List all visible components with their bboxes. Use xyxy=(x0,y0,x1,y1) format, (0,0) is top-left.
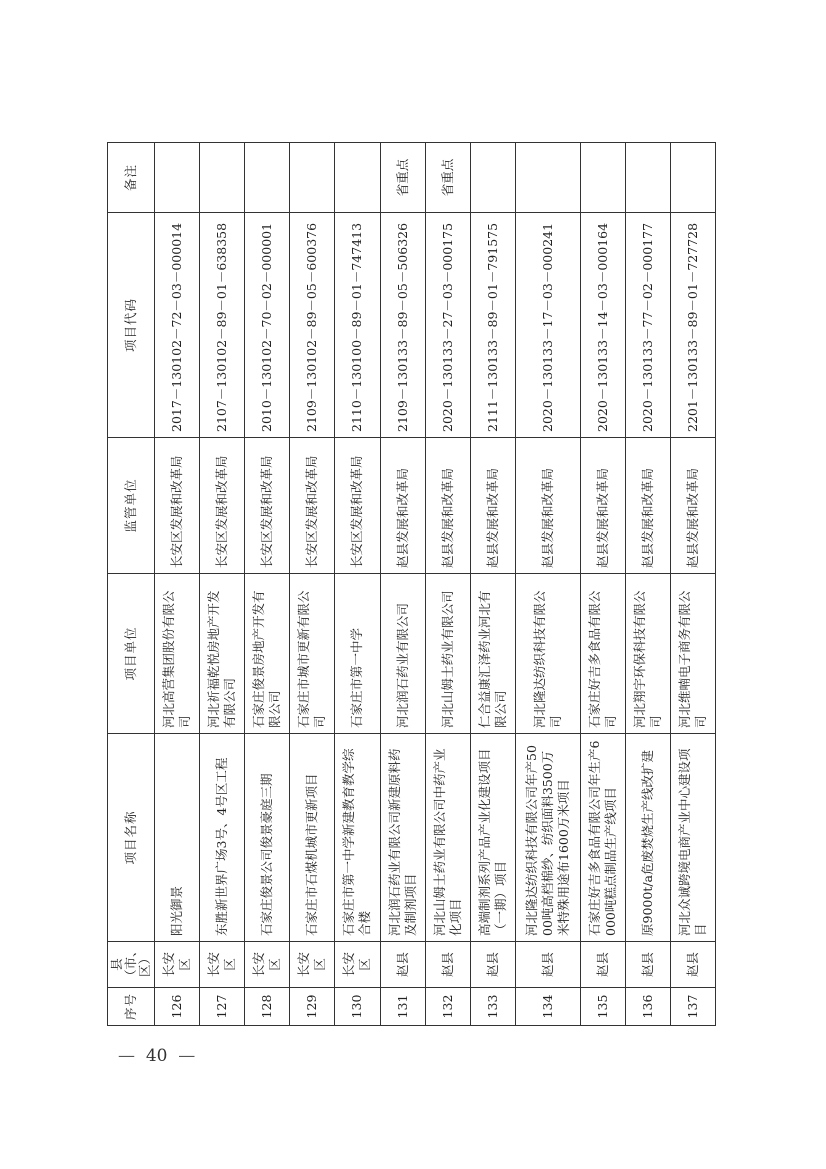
table-row xyxy=(335,143,380,1026)
cell-note xyxy=(580,143,625,213)
cell-code: 2010－130102－70－02－000001 xyxy=(245,213,290,438)
table-row xyxy=(155,143,200,1026)
footer-dash-left: — xyxy=(118,1046,135,1066)
cell-code: 2020－130133－14－03－000164 xyxy=(580,213,625,438)
cell-name: 河北隆达纺织科技有限公司年产5000吨高档棉纱、纺织面料3500万米特殊用途布1600万米项目 xyxy=(515,734,580,942)
cell-county: 赵县 xyxy=(470,942,515,988)
cell-note xyxy=(245,143,290,213)
cell-seq: 129 xyxy=(290,988,335,1026)
cell-supervisor: 赵县发展和改革局 xyxy=(515,438,580,574)
cell-county: 赵县 xyxy=(670,942,715,988)
cell-note xyxy=(290,143,335,213)
cell-code: 2017－130102－72－03－000014 xyxy=(155,213,200,438)
cell-seq: 130 xyxy=(335,988,380,1026)
cell-unit: 石家庄市城市更新有限公司 xyxy=(290,574,335,734)
cell-name: 高端制剂系列产品产业化建设项目（一期）项目 xyxy=(470,734,515,942)
cell-code: 2107－130102－89－01－638358 xyxy=(200,213,245,438)
cell-seq: 128 xyxy=(245,988,290,1026)
cell-county: 赵县 xyxy=(515,942,580,988)
header-name: 项目名称 xyxy=(108,734,155,942)
cell-seq: 136 xyxy=(625,988,670,1026)
cell-seq: 134 xyxy=(515,988,580,1026)
cell-supervisor: 赵县发展和改革局 xyxy=(470,438,515,574)
cell-note xyxy=(200,143,245,213)
cell-code: 2111－130133－89－01－791575 xyxy=(470,213,515,438)
cell-county: 长安区 xyxy=(155,942,200,988)
table-header-row xyxy=(108,143,155,1026)
cell-supervisor: 赵县发展和改革局 xyxy=(670,438,715,574)
footer-dash-right: — xyxy=(178,1046,196,1066)
table-row xyxy=(625,143,670,1026)
cell-code: 2109－130102－89－05－600376 xyxy=(290,213,335,438)
cell-seq: 137 xyxy=(670,988,715,1026)
cell-code: 2110－130100－89－01－747413 xyxy=(335,213,380,438)
header-seq: 序号 xyxy=(108,988,155,1026)
cell-code: 2201－130133－89－01－727728 xyxy=(670,213,715,438)
cell-unit: 河北山姆士药业有限公司 xyxy=(425,574,470,734)
header-supervisor: 监管单位 xyxy=(108,438,155,574)
cell-supervisor: 长安区发展和改革局 xyxy=(200,438,245,574)
header-county-label: 县 （市、区） xyxy=(109,944,152,982)
cell-name: 河北润石药业有限公司新建原料药及制剂项目 xyxy=(380,734,425,942)
cell-unit: 河北维喃电子商务有限公司 xyxy=(670,574,715,734)
header-unit: 项目单位 xyxy=(108,574,155,734)
table-row xyxy=(580,143,625,1026)
cell-supervisor: 赵县发展和改革局 xyxy=(625,438,670,574)
table-row xyxy=(670,143,715,1026)
rotated-table-container xyxy=(107,143,716,1026)
cell-code: 2109－130133－89－05－506326 xyxy=(380,213,425,438)
cell-seq: 127 xyxy=(200,988,245,1026)
cell-supervisor: 长安区发展和改革局 xyxy=(155,438,200,574)
table-row xyxy=(425,143,470,1026)
cell-county: 长安区 xyxy=(200,942,245,988)
cell-name: 石家庄俊景公司俊景豪庭三期 xyxy=(245,734,290,942)
cell-supervisor: 长安区发展和改革局 xyxy=(290,438,335,574)
cell-name: 东胜新世界广场3号、4号区工程 xyxy=(200,734,245,942)
cell-unit: 河北高营集团股份有限公司 xyxy=(155,574,200,734)
cell-unit: 河北润石药业有限公司 xyxy=(380,574,425,734)
cell-unit: 石家庄市第一中学 xyxy=(335,574,380,734)
cell-note xyxy=(515,143,580,213)
cell-unit: 仁合益康汇泽药业河北有限公司 xyxy=(470,574,515,734)
page-footer xyxy=(118,1046,195,1066)
cell-note xyxy=(625,143,670,213)
cell-code: 2020－130133－77－02－000177 xyxy=(625,213,670,438)
cell-seq: 132 xyxy=(425,988,470,1026)
cell-county: 长安区 xyxy=(290,942,335,988)
table-row xyxy=(380,143,425,1026)
cell-note xyxy=(670,143,715,213)
cell-seq: 126 xyxy=(155,988,200,1026)
cell-name: 阳光御景 xyxy=(155,734,200,942)
cell-supervisor: 长安区发展和改革局 xyxy=(335,438,380,574)
cell-name: 石家庄市第一中学新建教育教学综合楼 xyxy=(335,734,380,942)
cell-county: 长安区 xyxy=(245,942,290,988)
cell-county: 赵县 xyxy=(380,942,425,988)
cell-name: 原9000t/a危废焚烧生产线改扩建 xyxy=(625,734,670,942)
table-row xyxy=(245,143,290,1026)
cell-note xyxy=(470,143,515,213)
cell-supervisor: 赵县发展和改革局 xyxy=(425,438,470,574)
cell-unit: 河北祈福乾悦房地产开发有限公司 xyxy=(200,574,245,734)
cell-note xyxy=(335,143,380,213)
cell-unit: 石家庄俊景房地产开发有限公司 xyxy=(245,574,290,734)
cell-note: 省重点 xyxy=(425,143,470,213)
cell-seq: 133 xyxy=(470,988,515,1026)
cell-code: 2020－130133－17－03－000241 xyxy=(515,213,580,438)
cell-name: 石家庄好吉多食品有限公司年生产6000吨糕点制品生产线项目 xyxy=(580,734,625,942)
header-county xyxy=(108,942,155,988)
cell-name: 河北山姆士药业有限公司中药产业化项目 xyxy=(425,734,470,942)
cell-code: 2020－130133－27－03－000175 xyxy=(425,213,470,438)
table-row xyxy=(200,143,245,1026)
project-table xyxy=(107,142,716,1026)
cell-name: 河北众诚跨境电商产业中心建设项目 xyxy=(670,734,715,942)
cell-note xyxy=(155,143,200,213)
cell-unit: 河北翔宇环保科技有限公司 xyxy=(625,574,670,734)
cell-county: 赵县 xyxy=(580,942,625,988)
cell-supervisor: 赵县发展和改革局 xyxy=(380,438,425,574)
cell-county: 长安区 xyxy=(335,942,380,988)
table-row xyxy=(515,143,580,1026)
header-note: 备注 xyxy=(108,143,155,213)
cell-note: 省重点 xyxy=(380,143,425,213)
cell-seq: 135 xyxy=(580,988,625,1026)
header-code: 项目代码 xyxy=(108,213,155,438)
page-number: 40 xyxy=(145,1046,168,1066)
cell-seq: 131 xyxy=(380,988,425,1026)
cell-county: 赵县 xyxy=(625,942,670,988)
cell-unit: 河北隆达纺织科技有限公司 xyxy=(515,574,580,734)
table-body xyxy=(155,143,716,1026)
table-row xyxy=(290,143,335,1026)
table-row xyxy=(470,143,515,1026)
cell-supervisor: 长安区发展和改革局 xyxy=(245,438,290,574)
cell-county: 赵县 xyxy=(425,942,470,988)
cell-name: 石家庄市石煤机城市更新项目 xyxy=(290,734,335,942)
cell-supervisor: 赵县发展和改革局 xyxy=(580,438,625,574)
cell-unit: 石家庄好吉多食品有限公司 xyxy=(580,574,625,734)
